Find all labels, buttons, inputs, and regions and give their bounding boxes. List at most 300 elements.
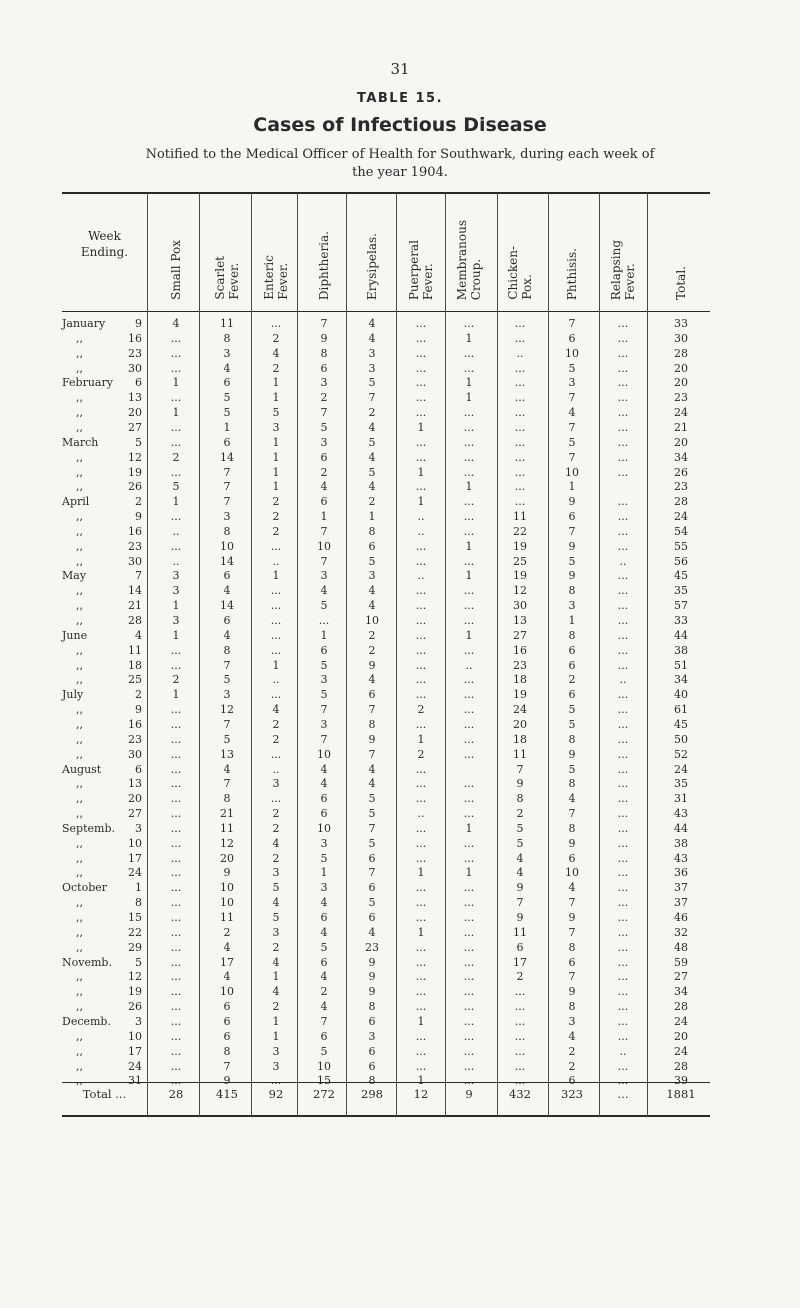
cell-erysipelas: 4 xyxy=(368,450,376,464)
header-erysipelas xyxy=(352,200,392,300)
cell-diphtheria: 3 xyxy=(320,673,328,687)
cell-relapsing: ... xyxy=(617,985,629,999)
day-label: 30 xyxy=(128,361,142,375)
cell-enteric: 4 xyxy=(272,896,280,910)
cell-relapsing: ... xyxy=(617,495,629,509)
cell-phthisis: 6 xyxy=(568,658,576,672)
cell-puerperal: ... xyxy=(415,836,427,850)
table-row xyxy=(62,791,710,807)
cell-diphtheria: 5 xyxy=(320,1044,328,1058)
cell-total: 40 xyxy=(674,688,688,702)
table-row xyxy=(62,1059,710,1075)
month-label: Septemb. xyxy=(62,821,115,835)
day-label: 9 xyxy=(135,510,142,524)
cell-small-pox: ... xyxy=(170,821,182,835)
cell-erysipelas: 6 xyxy=(368,881,376,895)
cell-erysipelas: 9 xyxy=(368,658,376,672)
cell-membranous: ... xyxy=(463,614,475,627)
cell-small-pox: 2 xyxy=(172,673,180,687)
cell-puerperal: ... xyxy=(415,435,427,449)
cell-chicken: ... xyxy=(514,985,526,999)
cell-relapsing: ... xyxy=(617,584,629,598)
month-label: ,, xyxy=(76,510,83,524)
day-label: 3 xyxy=(135,1014,142,1028)
cell-puerperal: ... xyxy=(415,406,427,420)
cell-total: 20 xyxy=(674,435,688,449)
cell-puerperal: ... xyxy=(415,851,427,865)
cell-puerperal: .. xyxy=(417,807,425,821)
cell-relapsing: ... xyxy=(617,688,629,702)
cell-total: 28 xyxy=(674,495,688,509)
cell-phthisis: 6 xyxy=(568,1074,576,1088)
cell-scarlet: 6 xyxy=(223,1029,231,1043)
table-row xyxy=(62,420,710,436)
cell-puerperal: ... xyxy=(415,985,427,999)
cell-chicken: 7 xyxy=(516,896,524,910)
cell-enteric: 2 xyxy=(272,807,280,821)
month-label: August xyxy=(62,762,102,776)
table-row xyxy=(62,702,710,718)
month-label: October xyxy=(62,881,108,895)
table-row xyxy=(62,955,710,971)
cell-erysipelas: 4 xyxy=(368,317,376,330)
cell-diphtheria: 3 xyxy=(320,836,328,850)
cell-enteric: 2 xyxy=(272,940,280,954)
cell-phthisis: 8 xyxy=(568,584,576,598)
cell-erysipelas: 4 xyxy=(368,480,376,494)
cell-membranous: ... xyxy=(463,673,475,687)
cell-scarlet: 2 xyxy=(223,925,231,939)
cell-relapsing: ... xyxy=(617,643,629,657)
cell-enteric: 2 xyxy=(272,732,280,746)
cell-enteric: 2 xyxy=(272,717,280,731)
cell-chicken: ... xyxy=(514,450,526,464)
cell-small-pox: ... xyxy=(170,510,182,524)
cell-puerperal: ... xyxy=(415,896,427,910)
cell-membranous: ... xyxy=(463,435,475,449)
table-row xyxy=(62,776,710,792)
cell-small-pox: ... xyxy=(170,985,182,999)
cell-relapsing: ... xyxy=(617,539,629,553)
month-label: February xyxy=(62,376,113,390)
cell-phthisis: 4 xyxy=(568,1029,576,1043)
cell-relapsing: .. xyxy=(619,554,627,568)
cell-puerperal: ... xyxy=(415,584,427,598)
cell-chicken: ... xyxy=(514,317,526,330)
cell-enteric: ... xyxy=(270,747,282,761)
cell-diphtheria: 2 xyxy=(320,391,328,405)
month-label: January xyxy=(62,317,106,330)
cell-erysipelas: 7 xyxy=(368,747,376,761)
cell-relapsing: ... xyxy=(617,732,629,746)
cell-chicken: 30 xyxy=(513,599,527,613)
cell-puerperal: ... xyxy=(415,658,427,672)
total-relapsing: ... xyxy=(617,1087,629,1101)
cell-total: 55 xyxy=(674,539,688,553)
cell-enteric: 5 xyxy=(272,911,280,924)
cell-puerperal: ... xyxy=(415,940,427,954)
month-label: ,, xyxy=(76,524,83,538)
cell-relapsing: ... xyxy=(617,777,629,791)
cell-total: 34 xyxy=(674,673,688,687)
cell-diphtheria: 4 xyxy=(320,925,328,939)
table-row xyxy=(62,554,710,570)
month-label: ,, xyxy=(76,331,83,345)
month-label: ,, xyxy=(76,747,83,761)
cell-chicken: 27 xyxy=(513,628,527,642)
cell-total: 45 xyxy=(674,717,688,731)
cell-chicken: 13 xyxy=(513,614,527,627)
table-top-rule xyxy=(62,192,710,194)
cell-membranous: ... xyxy=(463,510,475,524)
table-row xyxy=(62,732,710,748)
cell-small-pox: 3 xyxy=(172,584,180,598)
cell-chicken: ... xyxy=(514,435,526,449)
month-label: ,, xyxy=(76,1059,83,1073)
day-label: 4 xyxy=(135,628,142,642)
cell-phthisis: 3 xyxy=(568,1014,576,1028)
cell-total: 61 xyxy=(674,703,688,717)
day-label: 11 xyxy=(128,643,142,657)
cell-total: 56 xyxy=(674,554,688,568)
day-label: 24 xyxy=(128,1059,142,1073)
total-phthisis: 323 xyxy=(561,1087,583,1101)
cell-enteric: 2 xyxy=(272,361,280,375)
cell-erysipelas: 4 xyxy=(368,777,376,791)
cell-diphtheria: 5 xyxy=(320,599,328,613)
cell-small-pox: ... xyxy=(170,658,182,672)
table-row xyxy=(62,717,710,733)
cell-relapsing: ... xyxy=(617,881,629,895)
month-label: ,, xyxy=(76,539,83,553)
cell-small-pox: ... xyxy=(170,866,182,880)
cell-enteric: 2 xyxy=(272,1000,280,1014)
cell-diphtheria: 4 xyxy=(320,896,328,910)
cell-small-pox: 1 xyxy=(172,406,180,420)
cell-scarlet: 5 xyxy=(223,732,231,746)
cell-relapsing: ... xyxy=(617,851,629,865)
cell-phthisis: 5 xyxy=(568,762,576,776)
cell-enteric: 1 xyxy=(272,970,280,984)
cell-membranous: ... xyxy=(463,717,475,731)
cell-total: 26 xyxy=(674,465,688,479)
cell-membranous: ... xyxy=(463,792,475,806)
month-label: ,, xyxy=(76,643,83,657)
cell-total: 28 xyxy=(674,1059,688,1073)
month-label: July xyxy=(62,688,84,702)
cell-scarlet: 5 xyxy=(223,391,231,405)
cell-puerperal: ... xyxy=(415,614,427,627)
month-label: ,, xyxy=(76,1029,83,1043)
cell-phthisis: 7 xyxy=(568,450,576,464)
cell-scarlet: 7 xyxy=(223,495,231,509)
cell-total: 59 xyxy=(674,955,688,969)
cell-phthisis: 1 xyxy=(568,614,576,627)
table-row xyxy=(62,895,710,911)
cell-enteric: .. xyxy=(272,762,280,776)
cell-membranous: ... xyxy=(463,911,475,924)
cell-enteric: 3 xyxy=(272,925,280,939)
cell-scarlet: 20 xyxy=(220,851,234,865)
cell-enteric: ... xyxy=(270,599,282,613)
table-row xyxy=(62,375,710,391)
cell-enteric: 1 xyxy=(272,376,280,390)
day-label: 17 xyxy=(128,1044,142,1058)
cell-relapsing: ... xyxy=(617,1000,629,1014)
cell-total: 45 xyxy=(674,569,688,583)
month-label: ,, xyxy=(76,391,83,405)
header-label: Chicken- Pox. xyxy=(506,246,534,300)
cell-membranous: 1 xyxy=(465,391,473,405)
cell-membranous: ... xyxy=(463,450,475,464)
cell-phthisis: 2 xyxy=(568,1044,576,1058)
header-puerperal xyxy=(401,200,441,300)
cell-puerperal: ... xyxy=(415,1059,427,1073)
day-label: 26 xyxy=(128,1000,142,1014)
cell-enteric: 4 xyxy=(272,836,280,850)
cell-diphtheria: 3 xyxy=(320,569,328,583)
month-label: ,, xyxy=(76,673,83,687)
cell-erysipelas: 9 xyxy=(368,732,376,746)
cell-relapsing: ... xyxy=(617,925,629,939)
cell-relapsing: ... xyxy=(617,836,629,850)
cell-diphtheria: 6 xyxy=(320,643,328,657)
cell-total: 43 xyxy=(674,851,688,865)
cell-diphtheria: 6 xyxy=(320,495,328,509)
cell-scarlet: 12 xyxy=(220,836,234,850)
cell-enteric: 5 xyxy=(272,881,280,895)
table-row xyxy=(62,687,710,703)
cell-puerperal: ... xyxy=(415,317,427,330)
cell-small-pox: ... xyxy=(170,1059,182,1073)
cell-total: 57 xyxy=(674,599,688,613)
cell-enteric: ... xyxy=(270,628,282,642)
total-membranous: 9 xyxy=(465,1087,473,1101)
cell-enteric: ... xyxy=(270,1074,282,1088)
cell-membranous: ... xyxy=(463,524,475,538)
cell-membranous: 1 xyxy=(465,331,473,345)
day-label: 9 xyxy=(135,703,142,717)
cell-enteric: 1 xyxy=(272,658,280,672)
cell-membranous: ... xyxy=(463,985,475,999)
month-label: ,, xyxy=(76,807,83,821)
cell-membranous: ... xyxy=(463,955,475,969)
cell-phthisis: 9 xyxy=(568,539,576,553)
cell-scarlet: 8 xyxy=(223,792,231,806)
total-small-pox: 28 xyxy=(168,1087,184,1101)
cell-membranous: ... xyxy=(463,643,475,657)
cell-chicken: ... xyxy=(514,361,526,375)
cell-phthisis: 7 xyxy=(568,925,576,939)
cell-enteric: 3 xyxy=(272,1059,280,1073)
cell-scarlet: 4 xyxy=(223,940,231,954)
cell-erysipelas: 3 xyxy=(368,346,376,360)
total-erysipelas: 298 xyxy=(361,1087,383,1101)
table-row xyxy=(62,851,710,867)
header-label: Phthisis. xyxy=(565,247,579,300)
cell-enteric: 3 xyxy=(272,420,280,434)
cell-scarlet: 9 xyxy=(223,1074,231,1088)
cell-scarlet: 1 xyxy=(223,420,231,434)
cell-enteric: .. xyxy=(272,673,280,687)
cell-relapsing: ... xyxy=(617,406,629,420)
cell-phthisis: 4 xyxy=(568,406,576,420)
cell-phthisis: 9 xyxy=(568,569,576,583)
cell-chicken: ... xyxy=(514,495,526,509)
cell-diphtheria: 4 xyxy=(320,762,328,776)
cell-puerperal: ... xyxy=(415,717,427,731)
day-label: 2 xyxy=(135,495,142,509)
cell-enteric: 1 xyxy=(272,465,280,479)
cell-relapsing: ... xyxy=(617,970,629,984)
cell-phthisis: 5 xyxy=(568,435,576,449)
table-label: TABLE 15. xyxy=(356,91,444,106)
cell-phthisis: 9 xyxy=(568,911,576,924)
cell-diphtheria: 7 xyxy=(320,554,328,568)
cell-membranous: ... xyxy=(463,688,475,702)
cell-diphtheria: 5 xyxy=(320,658,328,672)
cell-scarlet: 9 xyxy=(223,866,231,880)
cell-scarlet: 4 xyxy=(223,628,231,642)
table-row xyxy=(62,658,710,674)
cell-phthisis: 7 xyxy=(568,420,576,434)
cell-membranous: ... xyxy=(463,599,475,613)
cell-scarlet: 5 xyxy=(223,673,231,687)
cell-scarlet: 14 xyxy=(220,599,234,613)
total-puerperal: 12 xyxy=(413,1087,429,1101)
cell-small-pox: ... xyxy=(170,1029,182,1043)
cell-diphtheria: 10 xyxy=(317,747,331,761)
cell-erysipelas: 5 xyxy=(368,807,376,821)
cell-small-pox: ... xyxy=(170,970,182,984)
cell-small-pox: 1 xyxy=(172,628,180,642)
day-label: 6 xyxy=(135,376,142,390)
cell-scarlet: 7 xyxy=(223,777,231,791)
cell-puerperal: ... xyxy=(415,821,427,835)
cell-scarlet: 8 xyxy=(223,524,231,538)
header-scarlet xyxy=(207,200,247,300)
cell-membranous: 1 xyxy=(465,480,473,494)
cell-chicken: 11 xyxy=(513,510,527,524)
cell-relapsing: ... xyxy=(617,361,629,375)
month-label: May xyxy=(62,569,87,583)
cell-diphtheria: 7 xyxy=(320,524,328,538)
cell-phthisis: 7 xyxy=(568,807,576,821)
cell-diphtheria: 15 xyxy=(317,1074,331,1088)
cell-erysipelas: 4 xyxy=(368,762,376,776)
cell-puerperal: ... xyxy=(415,792,427,806)
header-label: Puerperal Fever. xyxy=(407,239,435,300)
cell-small-pox: ... xyxy=(170,792,182,806)
total-enteric: 92 xyxy=(268,1087,284,1101)
total-total: 1881 xyxy=(666,1087,696,1101)
cell-puerperal: ... xyxy=(415,673,427,687)
month-label: ,, xyxy=(76,420,83,434)
cell-puerperal: 2 xyxy=(417,703,425,717)
cell-erysipelas: 5 xyxy=(368,435,376,449)
header-label: Enteric Fever. xyxy=(262,255,290,300)
cell-phthisis: 7 xyxy=(568,896,576,910)
header-diphtheria xyxy=(303,200,345,300)
day-label: 16 xyxy=(128,524,142,538)
cell-erysipelas: 6 xyxy=(368,1044,376,1058)
cell-diphtheria: 4 xyxy=(320,1000,328,1014)
cell-chicken: ... xyxy=(514,1000,526,1014)
cell-chicken: 22 xyxy=(513,524,527,538)
table-row xyxy=(62,361,710,377)
cell-erysipelas: 6 xyxy=(368,539,376,553)
cell-total: 24 xyxy=(674,1014,688,1028)
cell-total: 23 xyxy=(674,480,688,494)
cell-enteric: 3 xyxy=(272,777,280,791)
cell-erysipelas: 3 xyxy=(368,361,376,375)
table-row xyxy=(62,583,710,599)
cell-diphtheria: ... xyxy=(318,614,330,627)
cell-chicken: .. xyxy=(516,346,524,360)
table-row xyxy=(62,568,710,584)
cell-phthisis: 9 xyxy=(568,495,576,509)
cell-scarlet: 11 xyxy=(220,317,234,330)
cell-erysipelas: 6 xyxy=(368,911,376,924)
cell-small-pox: 1 xyxy=(172,495,180,509)
cell-scarlet: 8 xyxy=(223,1044,231,1058)
cell-puerperal: ... xyxy=(415,643,427,657)
cell-small-pox: ... xyxy=(170,703,182,717)
cell-puerperal: ... xyxy=(415,688,427,702)
day-label: 19 xyxy=(128,985,142,999)
cell-diphtheria: 5 xyxy=(320,688,328,702)
cell-diphtheria: 10 xyxy=(317,1059,331,1073)
month-label: April xyxy=(62,495,90,509)
table-subtitle: Notified to the Medical Officer of Health for Southwark, during each week of the year 1904. xyxy=(145,147,655,180)
cell-small-pox: ... xyxy=(170,1074,182,1088)
cell-relapsing: ... xyxy=(617,896,629,910)
cell-small-pox: 1 xyxy=(172,376,180,390)
cell-relapsing: ... xyxy=(617,940,629,954)
cell-diphtheria: 5 xyxy=(320,940,328,954)
cell-enteric: 4 xyxy=(272,985,280,999)
cell-scarlet: 6 xyxy=(223,569,231,583)
cell-diphtheria: 7 xyxy=(320,732,328,746)
cell-total: 50 xyxy=(674,732,688,746)
cell-total: 37 xyxy=(674,881,688,895)
cell-membranous: ... xyxy=(463,807,475,821)
cell-chicken: 9 xyxy=(516,911,524,924)
cell-puerperal: ... xyxy=(415,480,427,494)
cell-chicken: 19 xyxy=(513,569,527,583)
cell-total: 20 xyxy=(674,361,688,375)
cell-erysipelas: 6 xyxy=(368,688,376,702)
cell-relapsing: ... xyxy=(617,391,629,405)
cell-membranous: ... xyxy=(463,1029,475,1043)
cell-chicken: ... xyxy=(514,1014,526,1028)
header-phthisis xyxy=(552,200,592,300)
cell-puerperal: ... xyxy=(415,628,427,642)
cell-membranous: ... xyxy=(463,925,475,939)
cell-small-pox: 4 xyxy=(172,317,180,330)
cell-enteric: 1 xyxy=(272,391,280,405)
cell-erysipelas: 5 xyxy=(368,836,376,850)
table-row xyxy=(62,598,710,614)
cell-chicken: 19 xyxy=(513,688,527,702)
cell-relapsing: ... xyxy=(617,510,629,524)
cell-membranous: ... xyxy=(463,361,475,375)
cell-diphtheria: 7 xyxy=(320,1014,328,1028)
cell-relapsing: ... xyxy=(617,747,629,761)
cell-relapsing: ... xyxy=(617,569,629,583)
cell-chicken: 23 xyxy=(513,658,527,672)
cell-total: 37 xyxy=(674,896,688,910)
